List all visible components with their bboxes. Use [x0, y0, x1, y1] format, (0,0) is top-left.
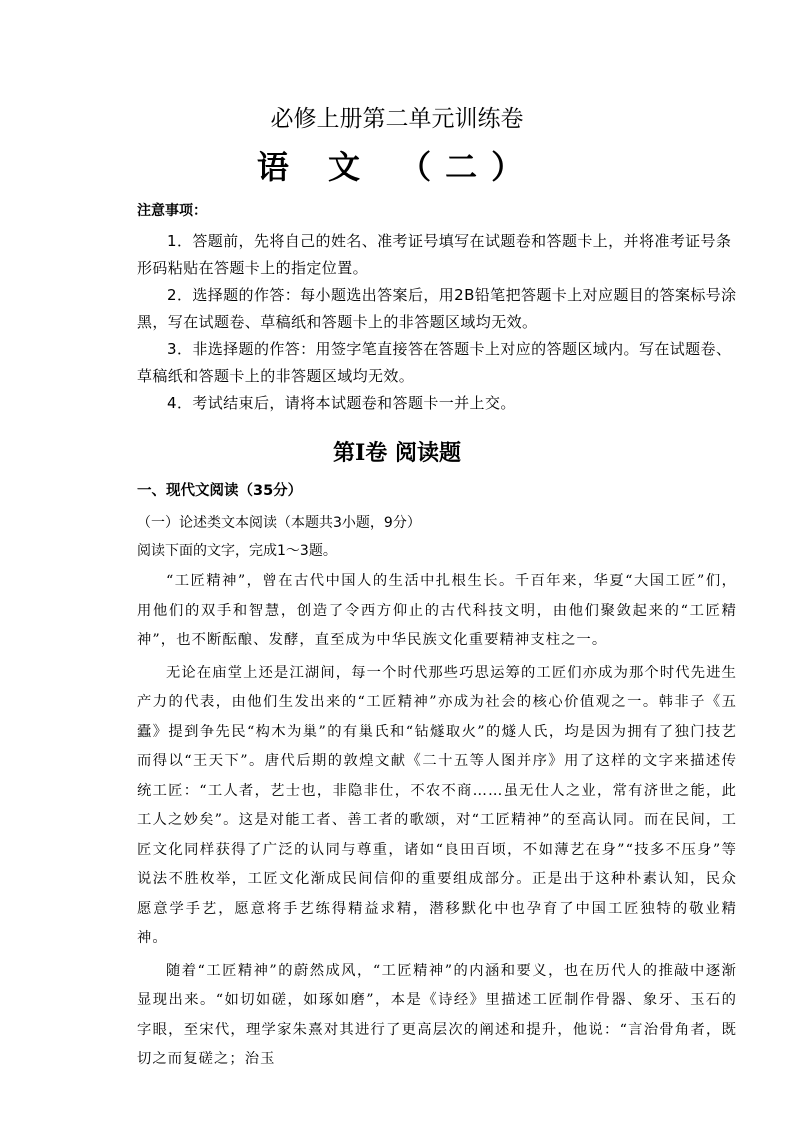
notice-heading: 注意事项：	[137, 203, 207, 219]
subpart-heading: （一）论述类文本阅读（本题共3小题，9分）	[137, 515, 421, 531]
notice-item: 1．答题前，先将自己的姓名、准考证号填写在试题卷和答题卡上，并将准考证号条形码粘贴在答题卡上的指定位置。	[137, 232, 732, 277]
reading-passage	[137, 567, 737, 1075]
part-heading: 一、现代文阅读（35分）	[137, 483, 303, 499]
notice-item: 4．考试结束后，请将本试题卷和答题卡一并上交。	[167, 394, 516, 412]
notice-item: 3．非选择题的作答：用签字笔直接答在答题卡上对应的答题区域内。写在试题卷、草稿纸和答题卡上的非答题区域均无效。	[137, 340, 732, 385]
passage-paragraph: 随着“工匠精神”的蔚然成风，“工匠精神”的内涵和要义，也在历代人的推敲中逐渐显现出来。“如切如磋，如琢如磨”，本是《诗经》里描述工匠制作骨器、象牙、玉石的字眼，至宋代，理学家朱熹对其进行了更高层次的阐述和提升，他说：“言治骨角者，既切之而复磋之；治玉	[137, 962, 737, 1067]
exam-title: 语 文 （二）	[256, 148, 538, 186]
notice-list	[137, 228, 737, 417]
exam-subtitle: 必修上册第二单元训练卷	[270, 106, 524, 132]
section-title: 第Ⅰ卷 阅读题	[333, 440, 461, 466]
passage-paragraph: 无论在庙堂上还是江湖间，每一个时代那些巧思运筹的工匠们亦成为那个时代先进生产力的代表，由他们生发出来的“工匠精神”亦成为社会的核心价值观之一。韩非子《五蠹》提到争先民“构木为巢”的有巢氏和“钻燧取火”的燧人氏，均是因为拥有了独门技艺而得以“王天下”。唐代后期的敦煌文献《二十五等人图并序》用了这样的文字来描述传统工匠：“工人者，艺士也，非隐非仕，不农不商……虽无仕人之业，常有济世之能，此工人之妙矣”。这是对能工者、善工者的歌颂，对“工匠精神”的至高认同。而在民间，工匠文化同样获得了广泛的认同与尊重，诸如“良田百顷，不如薄艺在身”“技多不压身”等说法不胜枚举，工匠文化渐成民间信仰的重要组成部分。正是出于这种朴素认知，民众愿意学手艺，愿意将手艺练得精益求精，潜移默化中也孕育了中国工匠独特的敬业精神。	[137, 664, 737, 946]
passage-paragraph: “工匠精神”，曾在古代中国人的生活中扎根生长。千百年来，华夏“大国工匠”们，用他们的双手和智慧，创造了令西方仰止的古代科技文明，由他们聚敛起来的“工匠精神”，也不断酝酿、发酵，直至成为中华民族文化重要精神支柱之一。	[137, 573, 737, 648]
reading-instruction: 阅读下面的文字，完成1～3题。	[137, 543, 337, 559]
notice-item: 2．选择题的作答：每小题选出答案后，用2B铅笔把答题卡上对应题目的答案标号涂黑，写在试题卷、草稿纸和答题卡上的非答题区域均无效。	[137, 286, 737, 331]
